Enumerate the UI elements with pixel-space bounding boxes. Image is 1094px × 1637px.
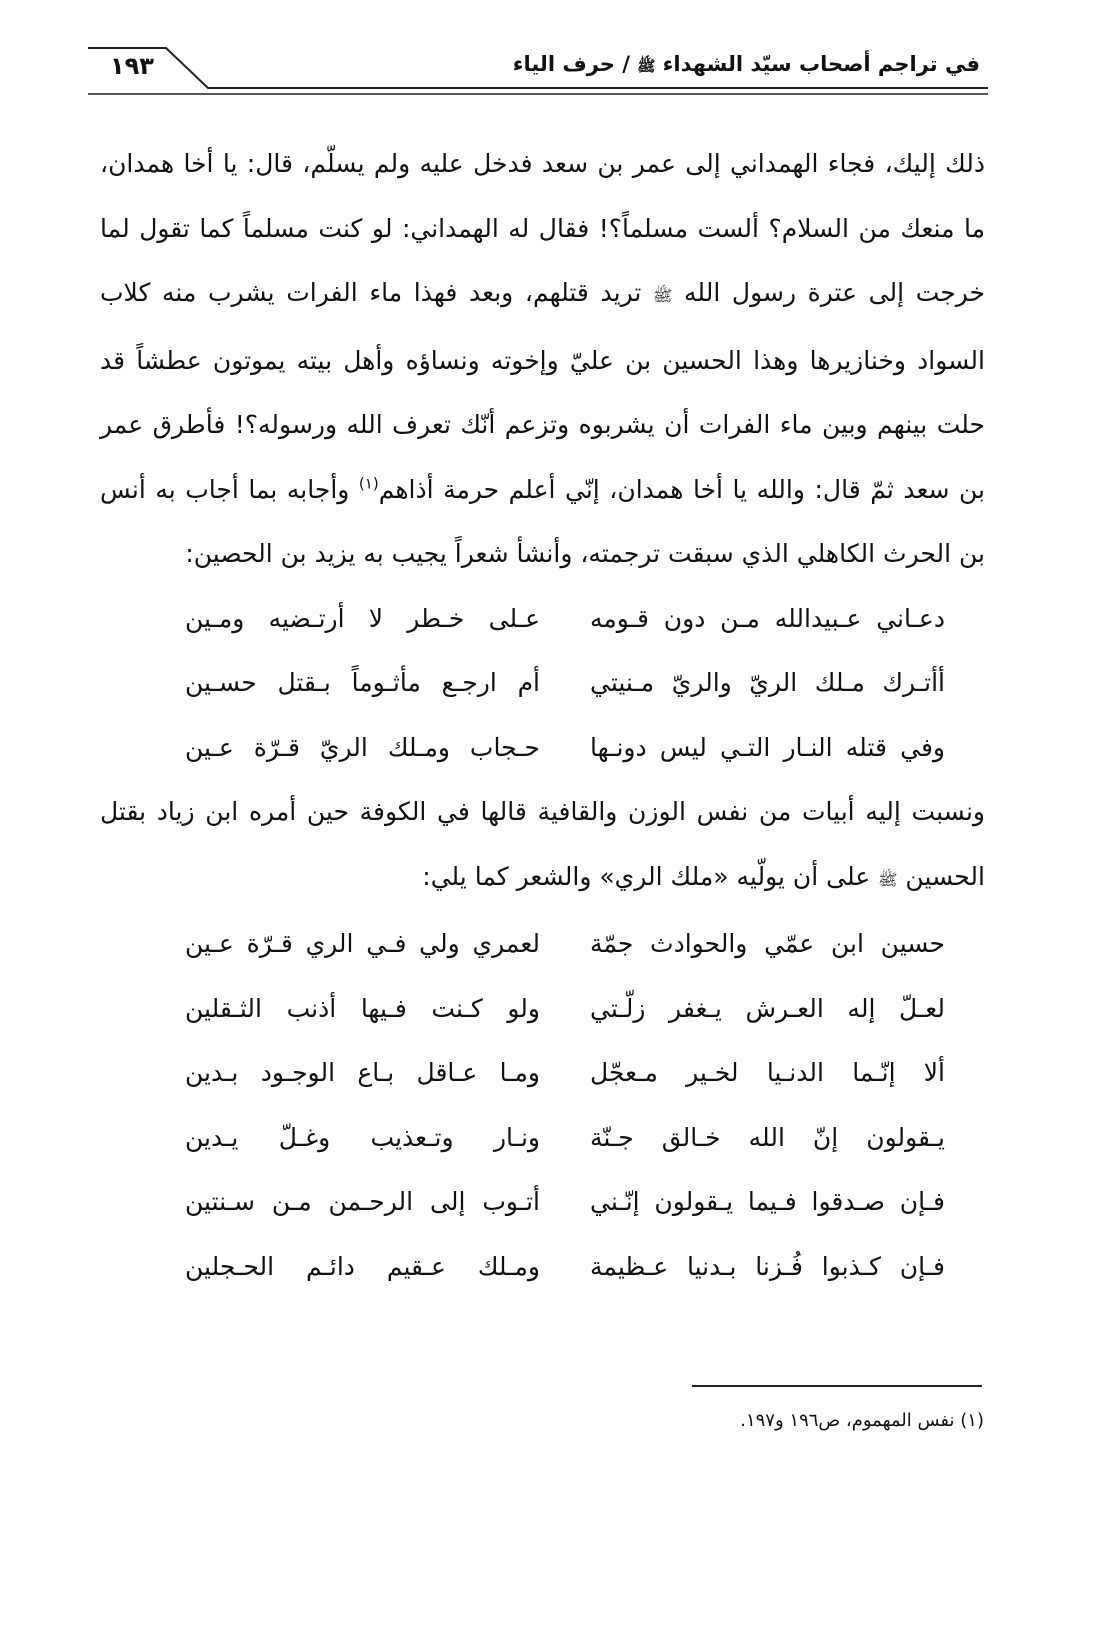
verse-line [100,1170,985,1235]
honorific-symbol: ﷺ [637,57,656,75]
verse-line [100,716,985,781]
header-title-start: في تراجم أصحاب سيّد الشهداء [662,52,980,76]
footnote-reference[interactable]: (١) [358,474,379,493]
verse-second-hemistich: ومـلك عـقيم دائـم الحـجلين [185,1251,540,1281]
verse-second-hemistich: عـلى خـطر لا أرتـضيه ومـين [185,603,540,633]
verse-first-hemistich: فـإن صـدقوا فـيما يـقولون إنّـني [590,1187,945,1216]
verse-line [100,1235,985,1300]
header-title [513,52,980,79]
verse-first-hemistich: فـإن كـذبوا فُـزنا بـدنيا عـظيمة [590,1251,945,1281]
verse-first-hemistich: وفي قتله النـار التـي ليس دونـها [590,732,945,762]
paragraph [100,780,985,912]
paragraph [100,132,985,587]
verse-line [100,1106,985,1171]
verse-line [100,587,985,652]
paragraph-text: ذلك إليك، فجاء الهمداني إلى عمر بن سعد فدخل عليه ولم يسلّم، قال: يا أخا همدان، ما منعك من السلام؟ ألست مسلماً؟! فقال له الهمداني: لو كنت مسلماً كما تقول لما خرجت إلى عترة رسول الله [100,149,985,307]
header-title-end: / حرف الياء [512,52,630,76]
verse-first-hemistich: حسين ابن عمّي والحوادث جمّة [590,929,945,958]
verse-line [100,912,985,977]
verse-second-hemistich: ولو كـنت فـيها أذنب الثـقلين [185,993,540,1023]
paragraph-text: ونسبت إليه أبيات من نفس الوزن والقافية قالها في الكوفة حين أمره ابن زياد بقتل الحسين [100,797,985,891]
verse-line [100,977,985,1042]
verse-line [100,1041,985,1106]
verse-first-hemistich: دعـاني عـبيدالله مـن دون قـومه [590,603,945,633]
verse-second-hemistich: لعمري ولي فـي الري قـرّة عـين [185,929,540,958]
verse-second-hemistich: ومـا عـاقل بـاع الوجـود بـدين [185,1058,540,1087]
verse-second-hemistich: أم ارجـع مأثـوماً بـقتل حسـين [185,668,540,697]
footnote: (١) نفس المهموم، ص١٩٦ و١٩٧. [740,1410,984,1431]
verse-second-hemistich: حـجاب ومـلك الريّ قـرّة عـين [185,732,540,762]
verse-second-hemistich: ونـار وتـعذيب وغـلّ يـدين [185,1122,540,1152]
running-header [88,40,988,110]
page-number: ١٩٣ [110,52,154,80]
paragraph-text: على أن يولّيه «ملك الري» والشعر كما يلي: [422,861,871,891]
verse-first-hemistich: ألا إنّـما الدنـيا لخـير مـعجّل [590,1058,945,1087]
verse-first-hemistich: يـقولون إنّ الله خـالق جـنّة [590,1122,945,1152]
verse-first-hemistich: لعـلّ إله العـرش يـغفر زلّـتي [590,993,945,1023]
paragraph-text: تريد قتلهم، وبعد فهذا ماء الفرات يشرب منه كلاب السواد وخنازيرها وهذا الحسين بن عليّ وإخوته ونساؤه وأهل بيته يموتون عطشاً قد حلت بينهم وبين ماء الفرات أن يشربوه وتزعم أنّك تعرف الله ورسوله؟! فأطرق عمر بن سعد ثمّ قال: والله يا أخا همدان، إنّي أعلم حرمة أذاهم [100,278,985,504]
verse-second-hemistich: أتـوب إلى الرحـمن مـن سـنتين [185,1187,540,1216]
poem [100,912,985,1299]
verse-line [100,651,985,716]
verse-first-hemistich: أأتـرك مـلك الريّ والريّ مـنيتي [590,668,945,697]
paragraph-text: وأجابه بما أجاب به أنس بن الحرث الكاهلي الذي سبقت ترجمته، وأنشأ شعراً يجيب به يزيد بن الحصين: [100,474,985,568]
honorific-symbol: ﷺ [653,286,673,305]
honorific-symbol: ﷺ [878,869,898,889]
footnote-separator [692,1385,982,1387]
main-text [100,132,985,1299]
poem [100,587,985,781]
